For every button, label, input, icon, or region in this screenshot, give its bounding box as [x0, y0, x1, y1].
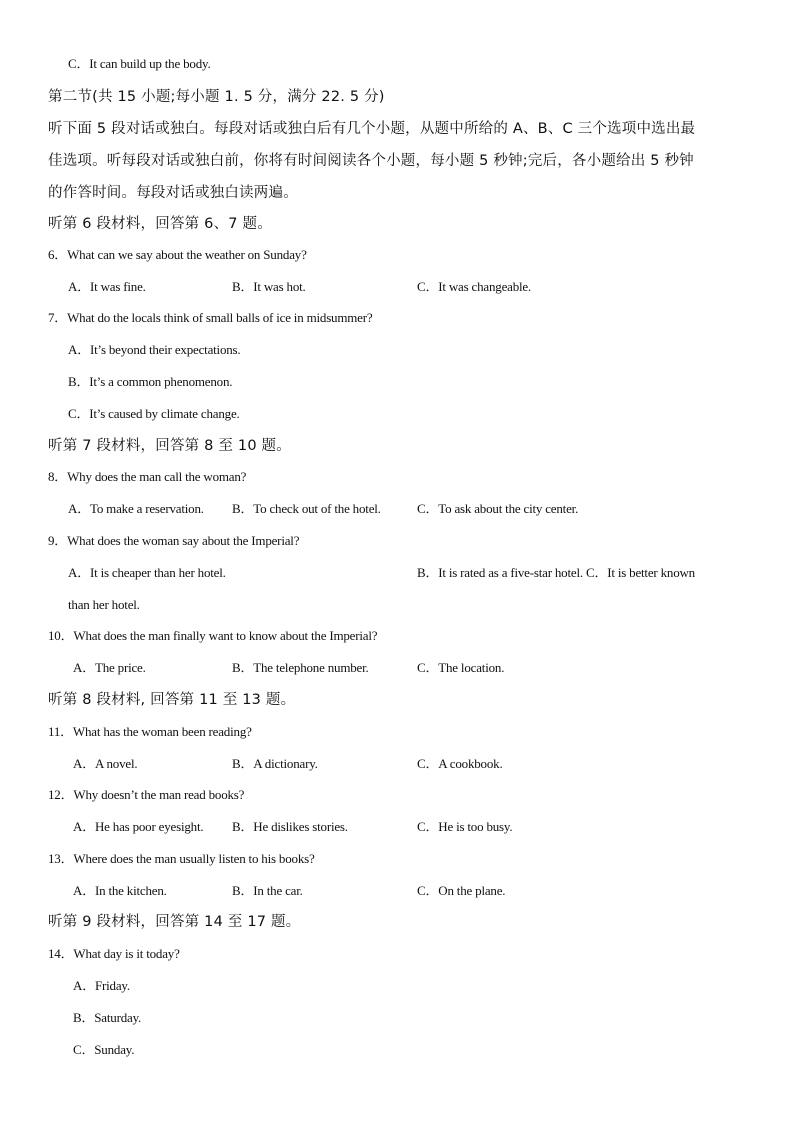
option-c: C．Sunday. [73, 1042, 135, 1057]
option-c: C．It’s caused by climate change. [68, 406, 240, 421]
option-b-c: B．It is rated as a five-star hotel. C．It is better known [417, 565, 695, 580]
option-a: A．To make a reservation. [68, 501, 204, 516]
material-heading: 听第 8 段材料, 回答第 11 至 13 题。 [48, 692, 296, 708]
option-a: A．The price. [73, 660, 146, 675]
option-b: B．It was hot. [232, 279, 306, 294]
option-b: B．A dictionary. [232, 756, 318, 771]
question-stem: 11．What has the woman been reading? [48, 724, 252, 739]
material-heading: 听第 6 段材料，回答第 6、7 题。 [48, 216, 272, 232]
question-stem: 6．What can we say about the weather on Sunday? [48, 247, 307, 262]
option-a: A．He has poor eyesight. [73, 819, 204, 834]
option-a: A．It was fine. [68, 279, 146, 294]
question-stem: 14．What day is it today? [48, 946, 180, 961]
option-b: B．He dislikes stories. [232, 819, 348, 834]
option-b: B．To check out of the hotel. [232, 501, 381, 516]
option-b: B．It’s a common phenomenon. [68, 374, 233, 389]
material-heading: 听第 7 段材料，回答第 8 至 10 题。 [48, 438, 291, 454]
option-a: A．It’s beyond their expectations. [68, 342, 241, 357]
question-stem: 13．Where does the man usually listen to his books? [48, 851, 315, 866]
option-a: A．Friday. [73, 978, 130, 993]
section-title: 第二节(共 15 小题;每小题 1. 5 分，满分 22. 5 分) [48, 89, 385, 105]
question-stem: 10．What does the man finally want to know about the Imperial? [48, 628, 378, 643]
option-c: C．On the plane. [417, 883, 506, 898]
option-a: A．It is cheaper than her hotel. [68, 565, 226, 580]
question-stem: 9．What does the woman say about the Imperial? [48, 533, 300, 548]
option-a: A．A novel. [73, 756, 138, 771]
option-c: C．He is too busy. [417, 819, 513, 834]
option-b: B．In the car. [232, 883, 303, 898]
instructions-line-2: 佳选项。听每段对话或独白前，你将有时间阅读各个小题，每小题 5 秒钟;完后，各小题给出 5 秒钟 [48, 153, 694, 169]
option-b: B．The telephone number. [232, 660, 369, 675]
option-c: C．To ask about the city center. [417, 501, 579, 516]
question-stem: 12．Why doesn’t the man read books? [48, 787, 245, 802]
option-c-continued: than her hotel. [68, 597, 140, 612]
question-stem: 8．Why does the man call the woman? [48, 469, 247, 484]
instructions-line-3: 的作答时间。每段对话或独白读两遍。 [48, 185, 298, 201]
option-b: B．Saturday. [73, 1010, 142, 1025]
question-stem: 7．What do the locals think of small balls of ice in midsummer? [48, 310, 373, 325]
option-c: C．It was changeable. [417, 279, 532, 294]
material-heading: 听第 9 段材料，回答第 14 至 17 题。 [48, 914, 301, 930]
option-c: C．The location. [417, 660, 505, 675]
instructions-line-1: 听下面 5 段对话或独白。每段对话或独白后有几个小题，从题中所给的 A、B、C 三个选项中选出最 [48, 121, 696, 137]
option-line: C．It can build up the body. [68, 56, 211, 71]
option-a: A．In the kitchen. [73, 883, 167, 898]
option-c: C．A cookbook. [417, 756, 503, 771]
